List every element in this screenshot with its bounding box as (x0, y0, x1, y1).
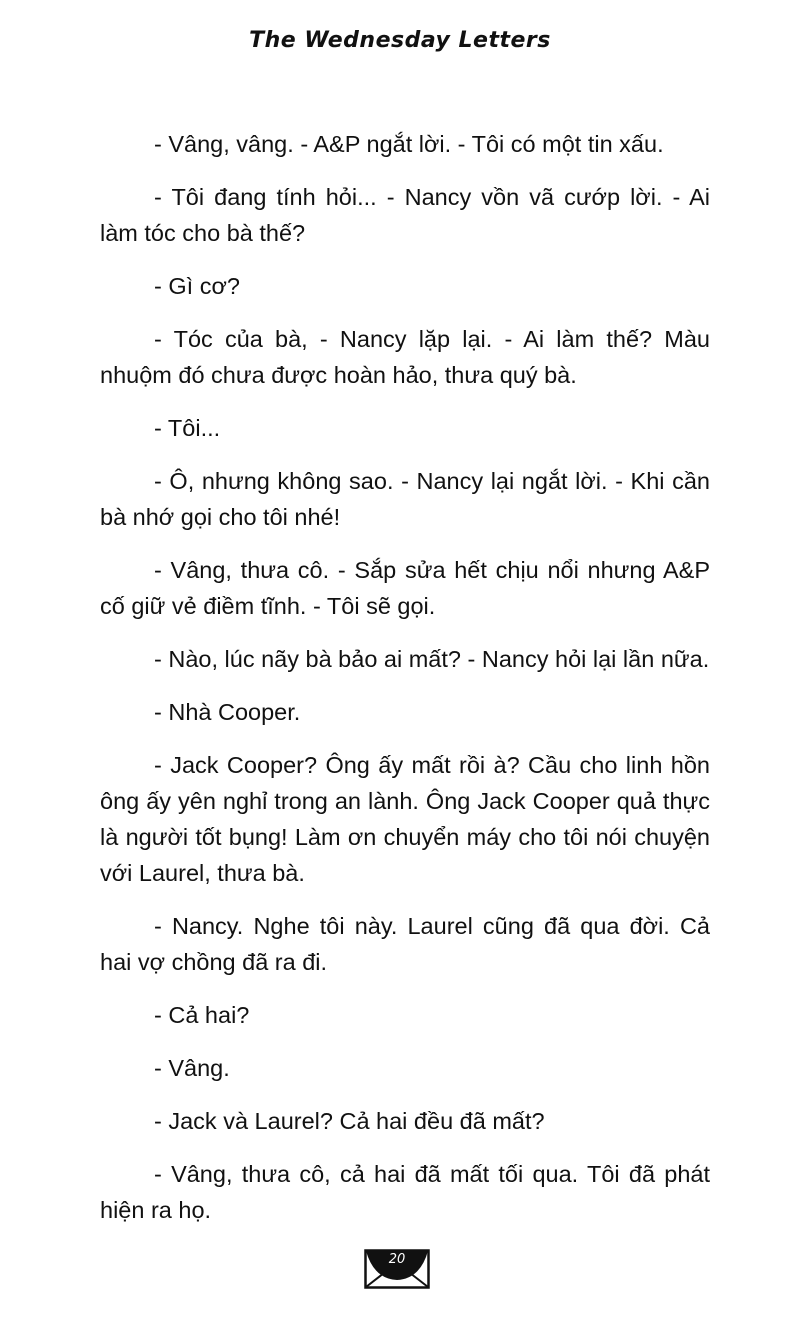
paragraph: - Nhà Cooper. (154, 699, 301, 725)
paragraph: - Tóc của bà, - Nancy lặp lại. - Ai làm thế? Màu nhuộm đó chưa được hoàn hảo, thưa quý bà. (100, 326, 710, 388)
paragraph: - Tôi đang tính hỏi... - Nancy vồn vã cướp lời. - Ai làm tóc cho bà thế? (100, 184, 710, 246)
page-number-label: 20 (388, 1252, 406, 1267)
paragraph: - Tôi... (154, 415, 221, 441)
paragraph: - Vâng. (154, 1055, 230, 1081)
paragraph: - Jack và Laurel? Cả hai đều đã mất? (154, 1108, 545, 1134)
paragraph: - Nào, lúc nãy bà bảo ai mất? - Nancy hỏi lại lần nữa. (154, 646, 710, 672)
paragraph: - Vâng, vâng. - A&P ngắt lời. - Tôi có một tin xấu. (154, 131, 664, 157)
paragraph: - Gì cơ? (154, 273, 240, 299)
paragraph: - Vâng, thưa cô, cả hai đã mất tối qua. Tôi đã phát hiện ra họ. (100, 1161, 710, 1223)
paragraph: - Jack Cooper? Ông ấy mất rồi à? Cầu cho linh hồn ông ấy yên nghỉ trong an lành. Ông Jack Cooper quả thực là người tốt bụng! Làm ơn chuyển máy cho tôi nói chuyện với Laurel, thưa bà. (100, 752, 710, 886)
paragraph: - Ô, nhưng không sao. - Nancy lại ngắt lời. - Khi cần bà nhớ gọi cho tôi nhé! (100, 468, 710, 530)
running-header: The Wednesday Letters (249, 28, 551, 53)
body-text (100, 126, 710, 1245)
paragraph: - Cả hai? (154, 1002, 250, 1028)
paragraph: - Nancy. Nghe tôi này. Laurel cũng đã qua đời. Cả hai vợ chồng đã ra đi. (100, 913, 710, 975)
paragraph: - Vâng, thưa cô. - Sắp sửa hết chịu nổi nhưng A&P cố giữ vẻ điềm tĩnh. - Tôi sẽ gọi. (100, 557, 710, 619)
page-number (364, 1249, 430, 1289)
